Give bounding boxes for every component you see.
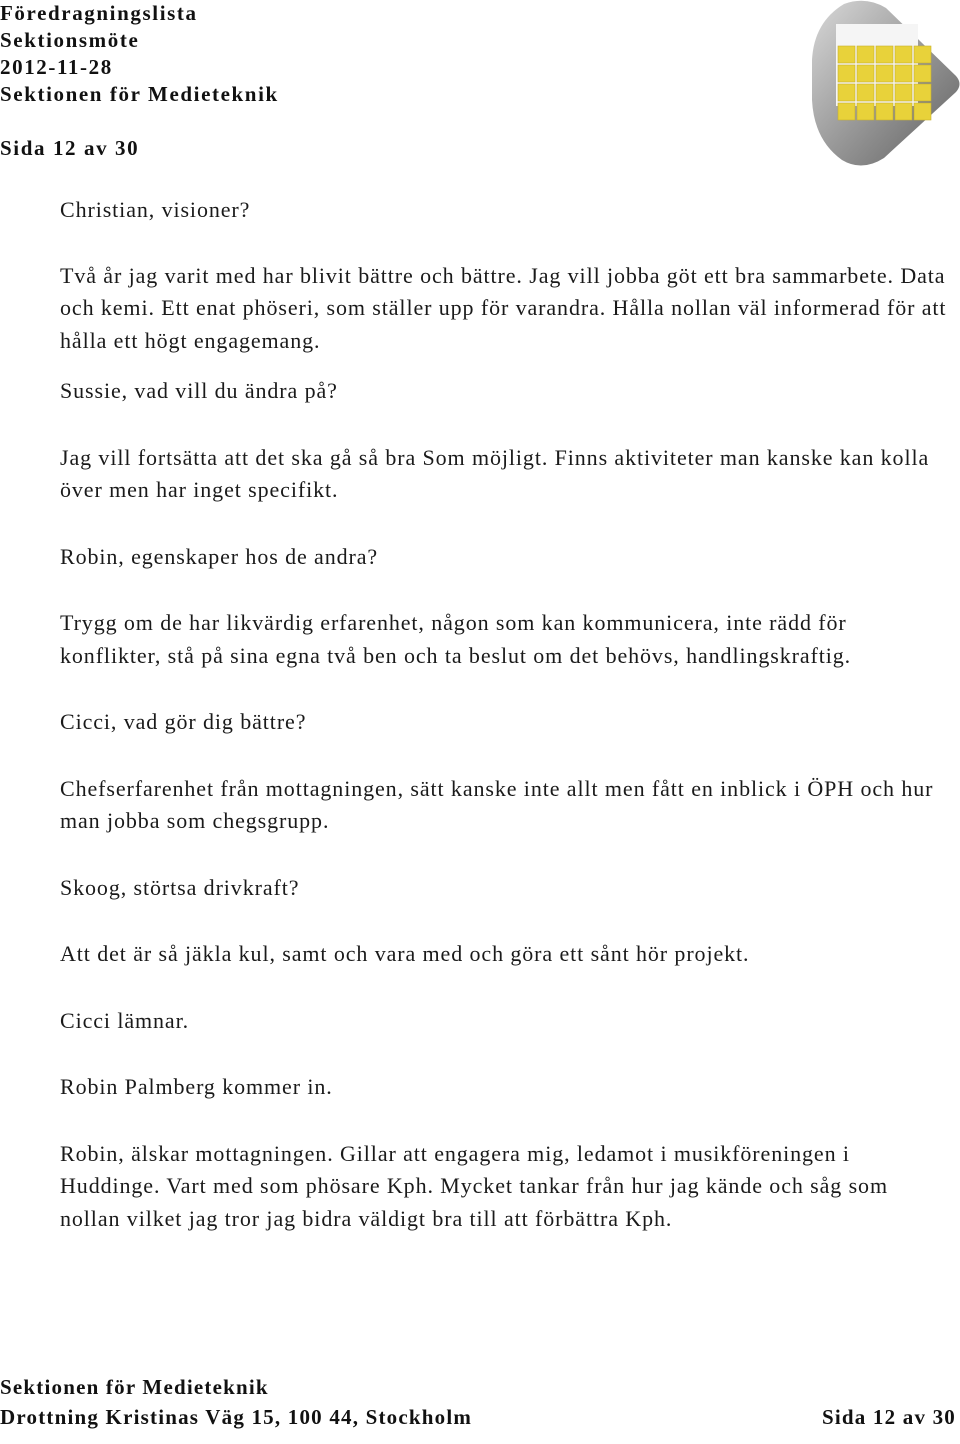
paragraph: Två år jag varit med har blivit bättre och bättre. Jag vill jobba göt ett bra sammarbete. Data och kemi. Ett enat phöseri, som ställer upp för varandra. Hålla nollan väl informerad för att hålla ett högt engagemang. — [60, 262, 947, 353]
paragraph: Chefserfarenhet från mottagningen, sätt kanske inte allt men fått en inblick i ÖPH och hur man jobba som chegsgrupp. — [60, 775, 934, 833]
footer-address: Drottning Kristinas Väg 15, 100 44, Stockholm — [0, 1405, 473, 1429]
paragraph: Trygg om de har likvärdig erfarenhet, någon som kan kommunicera, inte rädd för konflikter, stå på sina egna två ben och ta beslut om det behövs, handlingskraftig. — [60, 610, 852, 668]
paragraph: Robin, älskar mottagningen. Gillar att engagera mig, ledamot i musikföreningen i Huddinge. Vart med som phösare Kph. Mycket tankar från hur jag kände och såg som nollan vilket jag tror jag bidra väldigt bra till att förbättra Kph. — [60, 1140, 888, 1231]
header-doc-type: Föredragningslista — [0, 1, 198, 25]
paragraph: Jag vill fortsätta att det ska gå så bra Som möjligt. Finns aktiviteter man kanske kan kolla över men har inget specifikt. — [60, 444, 930, 502]
minutes-body — [60, 194, 950, 1235]
footer-page-number: Sida 12 av 30 — [821, 1405, 956, 1429]
header-meeting-type: Sektionsmöte — [0, 28, 140, 52]
paragraph: Cicci, vad gör dig bättre? — [60, 709, 307, 734]
header-page-number: Sida 12 av 30 — [0, 136, 140, 160]
header-organization: Sektionen för Medieteknik — [0, 82, 279, 106]
paragraph: Robin Palmberg kommer in. — [60, 1074, 333, 1099]
header-date: 2012-11-28 — [0, 55, 113, 79]
page-footer — [0, 1364, 960, 1444]
footer-organization: Sektionen för Medieteknik — [0, 1375, 269, 1399]
section-logo-icon — [806, 0, 960, 168]
paragraph: Skoog, störtsa drivkraft? — [60, 874, 300, 900]
paragraph: Cicci lämnar. — [60, 1007, 189, 1033]
paragraph: Sussie, vad vill du ändra på? — [60, 378, 338, 403]
paragraph: Christian, visioner? — [60, 197, 251, 222]
paragraph: Att det är så jäkla kul, samt och vara med och göra ett sånt hör projekt. — [60, 941, 750, 966]
paragraph: Robin, egenskaper hos de andra? — [60, 543, 379, 569]
